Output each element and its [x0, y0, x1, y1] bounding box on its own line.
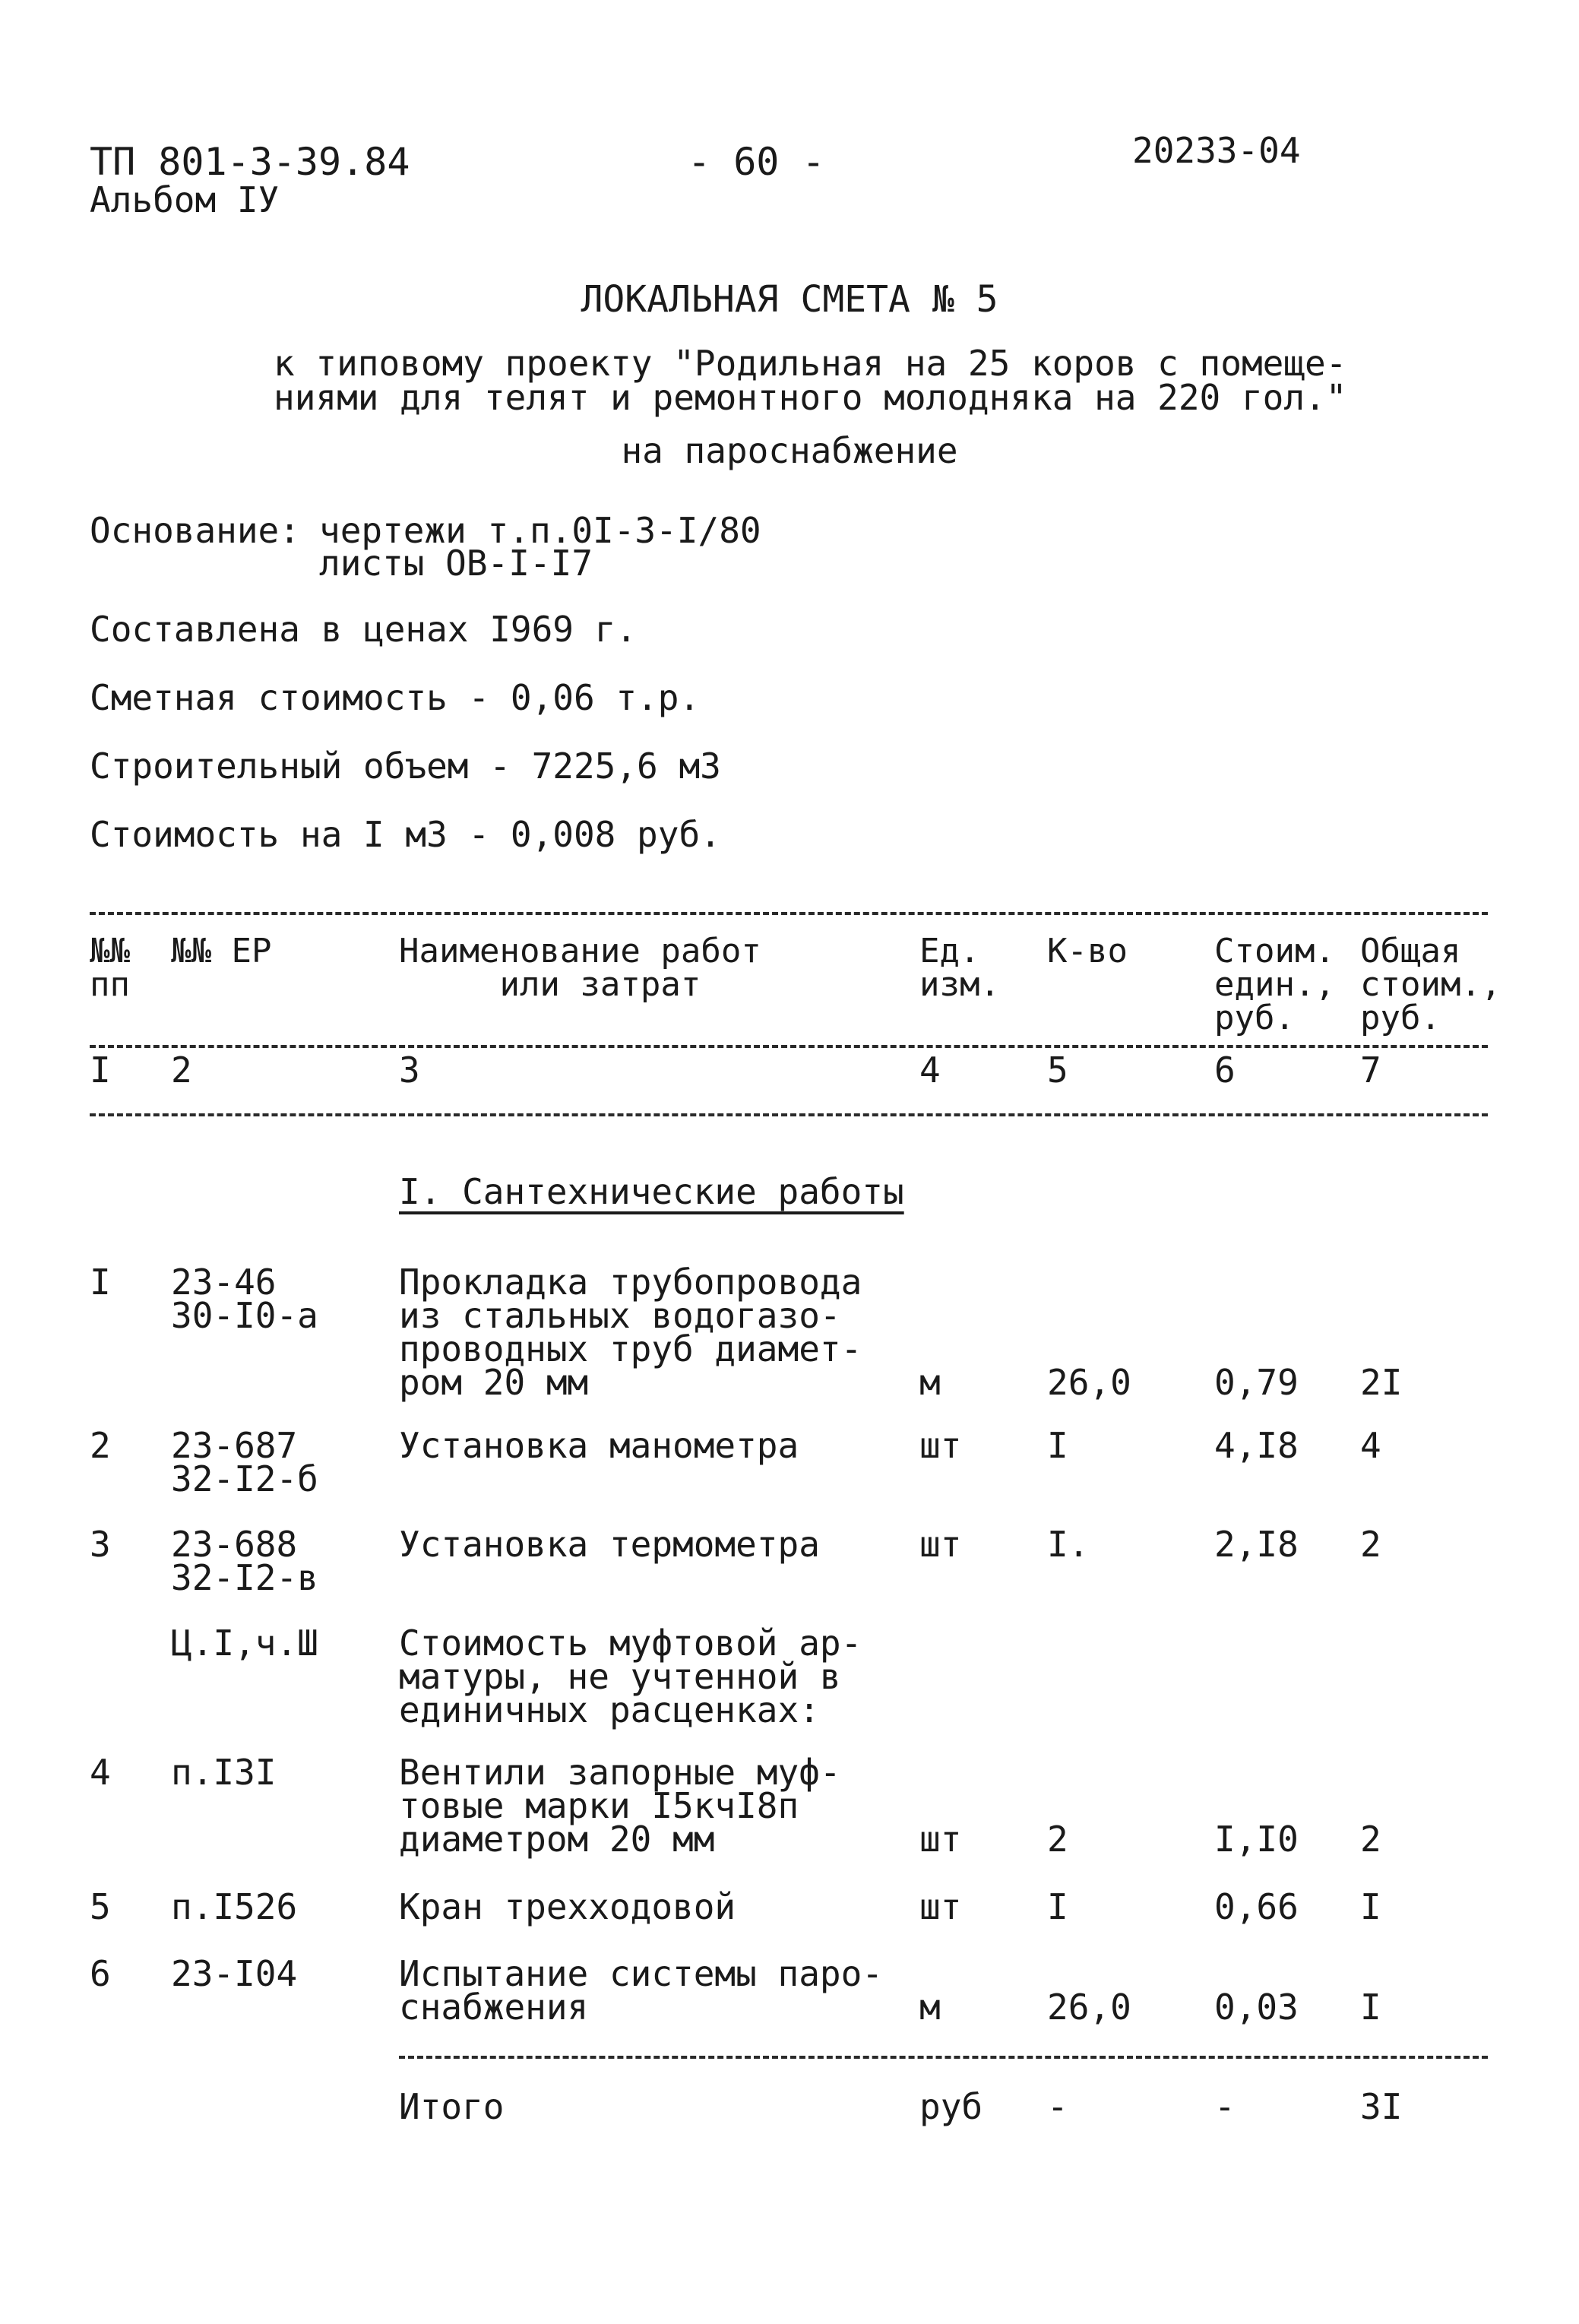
total-unit-cost: - — [1214, 2086, 1236, 2127]
column-number: 4 — [919, 1050, 941, 1091]
info-building-volume: Строительный объем - 7225,6 м3 — [90, 746, 721, 787]
column-number: 7 — [1360, 1050, 1381, 1091]
document-title: ЛОКАЛЬНАЯ СМЕТА № 5 — [581, 278, 998, 321]
column-number: 6 — [1214, 1050, 1236, 1091]
total-unit: руб — [919, 2086, 983, 2127]
document-code: ТП 801-3-39.84 — [90, 140, 410, 184]
row-number: I — [90, 1262, 111, 1303]
column-numbers-rule — [90, 1113, 1488, 1116]
row-quantity: I — [1047, 1425, 1068, 1466]
row-quantity: 26,0 — [1047, 1987, 1131, 2028]
header-row-number: №№ пп — [90, 932, 130, 1004]
row-unit-cost: 0,03 — [1214, 1987, 1299, 2028]
basis-line-1: чертежи т.п.0I-3-I/80 — [319, 510, 761, 551]
row-work-name: Вентили запорные муф- товые марки I5кчI8п диаметром 20 мм — [399, 1752, 841, 1860]
row-work-name: Прокладка трубопровода из стальных водогазо- проводных труб диамет- ром 20 мм — [399, 1262, 862, 1403]
row-er-code: 23-688 32-I2-в — [171, 1524, 318, 1598]
column-number: 2 — [171, 1050, 192, 1091]
info-prices: Составлена в ценах I969 г. — [90, 609, 638, 650]
row-number: 2 — [90, 1425, 111, 1466]
page-number: - 60 - — [688, 140, 825, 184]
row-er-code: 23-687 32-I2-б — [171, 1425, 318, 1499]
section-title: I. Сантехнические работы — [399, 1171, 904, 1212]
info-estimated-cost: Сметная стоимость - 0,06 т.р. — [90, 677, 701, 718]
row-unit: шт — [919, 1886, 962, 1927]
row-number: 4 — [90, 1752, 111, 1793]
total-sum: 3I — [1360, 2086, 1403, 2127]
table-top-rule — [90, 912, 1488, 915]
row-unit: шт — [919, 1425, 962, 1466]
subtitle-line-3: на пароснабжение — [621, 430, 958, 471]
row-unit-cost: 2,I8 — [1214, 1524, 1299, 1565]
row-quantity: I. — [1047, 1524, 1090, 1565]
header-er-code: №№ ЕР — [171, 932, 272, 970]
row-number: 5 — [90, 1886, 111, 1927]
total-quantity: - — [1047, 2086, 1068, 2127]
column-number: 3 — [399, 1050, 420, 1091]
row-unit-cost: I,I0 — [1214, 1819, 1299, 1860]
basis-line-2: листы ОВ-I-I7 — [319, 543, 593, 584]
row-er-code: п.I526 — [171, 1886, 298, 1927]
total-label: Итого — [399, 2086, 505, 2127]
row-number: 6 — [90, 1953, 111, 1994]
row-work-name: Стоимость муфтовой ар- матуры, не учтенной в единичных расценках: — [399, 1623, 862, 1730]
header-unit: Ед. изм. — [919, 932, 1000, 1004]
header-unit-cost: Стоим. един., руб. — [1214, 932, 1335, 1037]
header-quantity: К-во — [1047, 932, 1128, 970]
row-number: 3 — [90, 1524, 111, 1565]
row-total-cost: 2 — [1360, 1524, 1381, 1565]
basis-label: Основание: — [90, 510, 300, 551]
row-work-name: Установка манометра — [399, 1425, 799, 1466]
row-er-code: п.I3I — [171, 1752, 277, 1793]
subtitle-line-1: к типовому проекту "Родильная на 25 коров с помеще- — [274, 343, 1347, 384]
row-unit: м — [919, 1362, 941, 1403]
info-cost-per-m3: Стоимость на I м3 - 0,008 руб. — [90, 814, 721, 855]
row-er-code: 23-I04 — [171, 1953, 298, 1994]
header-total-cost: Общая стоим., руб. — [1360, 932, 1501, 1037]
header-rule — [90, 1045, 1488, 1048]
row-work-name: Испытание системы паро- снабжения — [399, 1953, 883, 2028]
header-work-name: Наименование работ или затрат — [399, 932, 761, 1004]
row-quantity: I — [1047, 1886, 1068, 1927]
row-unit-cost: 4,I8 — [1214, 1425, 1299, 1466]
row-total-cost: 4 — [1360, 1425, 1381, 1466]
row-total-cost: 2 — [1360, 1819, 1381, 1860]
row-unit: шт — [919, 1524, 962, 1565]
total-rule — [399, 2056, 1488, 2059]
row-unit: м — [919, 1987, 941, 2028]
row-work-name: Установка термометра — [399, 1524, 820, 1565]
row-er-code: Ц.I,ч.Ш — [171, 1623, 318, 1664]
column-number: I — [90, 1050, 111, 1091]
row-total-cost: 2I — [1360, 1362, 1403, 1403]
row-total-cost: I — [1360, 1886, 1381, 1927]
column-number: 5 — [1047, 1050, 1068, 1091]
subtitle-line-2: ниями для телят и ремонтного молодняка на 220 гол." — [274, 377, 1347, 418]
row-total-cost: I — [1360, 1987, 1381, 2028]
row-quantity: 26,0 — [1047, 1362, 1131, 1403]
row-unit-cost: 0,79 — [1214, 1362, 1299, 1403]
row-work-name: Кран трехходовой — [399, 1886, 736, 1927]
row-unit-cost: 0,66 — [1214, 1886, 1299, 1927]
row-er-code: 23-46 30-I0-а — [171, 1262, 318, 1336]
album-label: Альбом IУ — [90, 179, 280, 220]
archive-number: 20233-04 — [1132, 130, 1301, 171]
row-unit: шт — [919, 1819, 962, 1860]
row-quantity: 2 — [1047, 1819, 1068, 1860]
